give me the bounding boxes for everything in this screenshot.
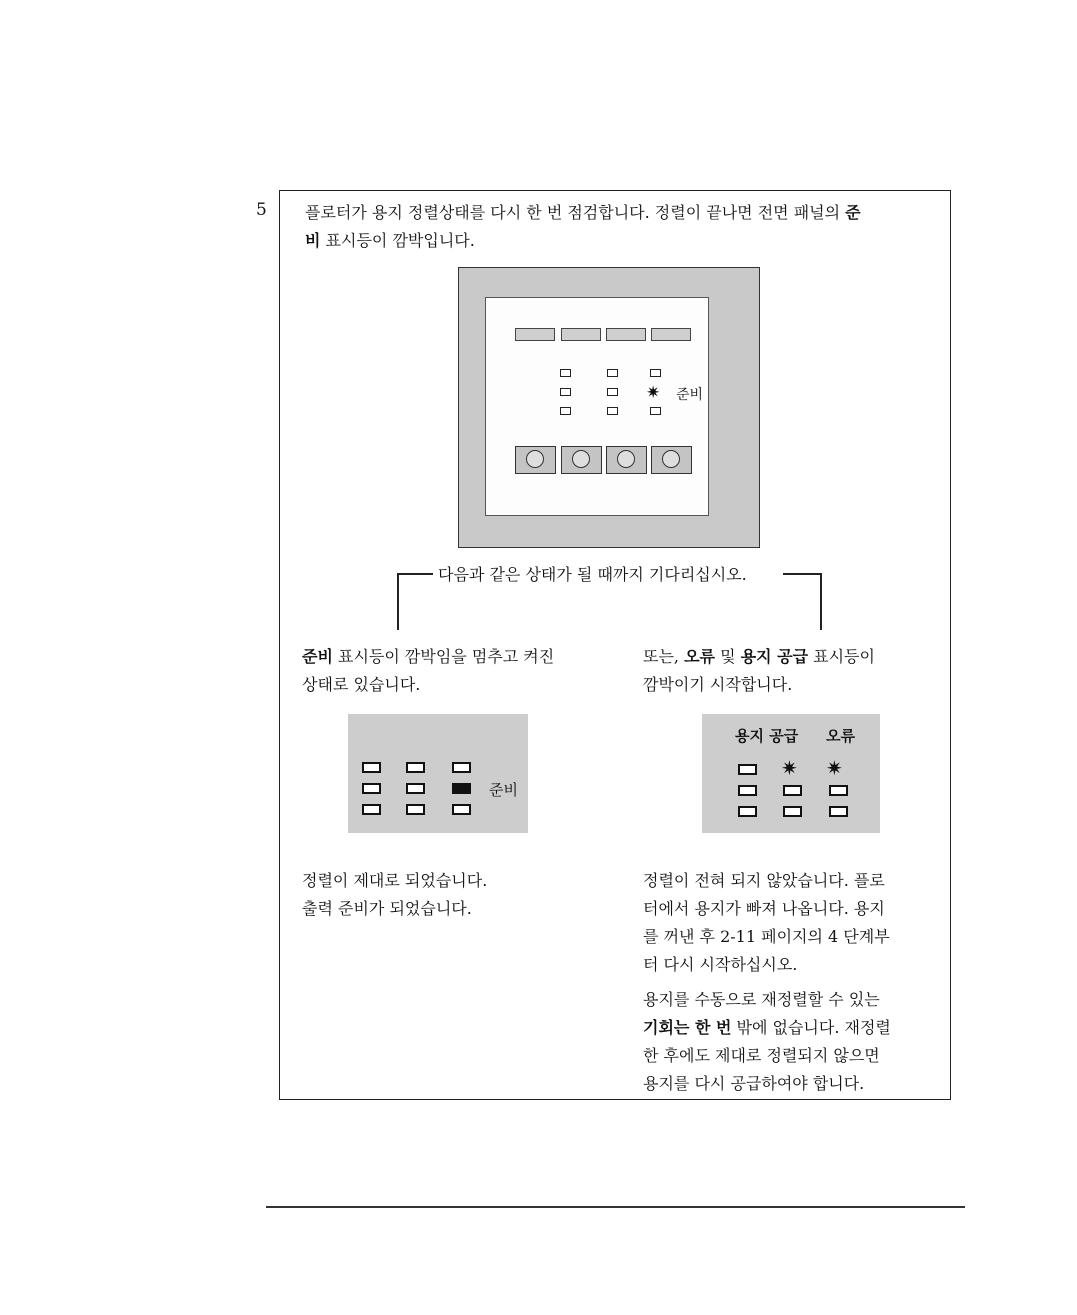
ready-label: 준비 bbox=[489, 781, 518, 799]
indicator-led bbox=[362, 804, 381, 815]
indicator-led bbox=[362, 783, 381, 794]
error-flashing-icon: ✷ bbox=[826, 756, 843, 780]
display-strip bbox=[606, 328, 646, 341]
right-desc-line-1 bbox=[643, 642, 875, 672]
connector-line bbox=[783, 573, 821, 575]
wait-instruction: 다음과 같은 상태가 될 때까지 기다리십시오. bbox=[438, 565, 747, 584]
connector-line bbox=[397, 573, 399, 630]
intro-line-1 bbox=[305, 198, 861, 228]
indicator-led bbox=[650, 369, 661, 377]
right-result-line: 를 꺼낸 후 2-11 페이지의 4 단계부 bbox=[643, 927, 890, 946]
intro-bold-ready-2: 비 bbox=[305, 231, 321, 250]
left-result-line-1: 정렬이 제대로 되었습니다. bbox=[302, 871, 488, 890]
paper-feed-flashing-icon: ✷ bbox=[781, 756, 798, 780]
note-line-2 bbox=[643, 1013, 891, 1043]
intro-text-2: 표시등이 깜박입니다. bbox=[320, 231, 475, 250]
note-line-4: 용지를 다시 공급하여야 합니다. bbox=[643, 1074, 865, 1093]
ready-flashing-icon: ✷ bbox=[646, 383, 661, 403]
indicator-led bbox=[607, 388, 618, 396]
ready-led-lit bbox=[452, 783, 471, 794]
indicator-led bbox=[607, 407, 618, 415]
note-bold-once: 기회는 한 번 bbox=[643, 1018, 732, 1037]
indicator-led bbox=[362, 762, 381, 773]
indicator-led bbox=[783, 785, 802, 796]
indicator-led bbox=[560, 388, 571, 396]
right-desc-post: 표시등이 bbox=[808, 647, 875, 666]
left-desc-line-1 bbox=[302, 642, 554, 672]
indicator-led bbox=[738, 764, 757, 775]
connector-line bbox=[397, 573, 433, 575]
indicator-led bbox=[406, 783, 425, 794]
ready-label: 준비 bbox=[676, 387, 704, 403]
panel-button bbox=[561, 446, 602, 474]
right-result-line: 터에서 용지가 빠져 나옵니다. 용지 bbox=[643, 899, 885, 918]
display-strip bbox=[515, 328, 555, 341]
panel-button bbox=[606, 446, 647, 474]
indicator-led bbox=[783, 806, 802, 817]
indicator-led bbox=[560, 407, 571, 415]
right-bold-paper-feed: 용지 공급 bbox=[740, 647, 809, 666]
indicator-led bbox=[829, 806, 848, 817]
indicator-led bbox=[650, 407, 661, 415]
ready-status-panel bbox=[348, 714, 528, 833]
note-line-1: 용지를 수동으로 재정렬할 수 있는 bbox=[643, 990, 880, 1009]
note-text: 밖에 없습니다. 재정렬 bbox=[731, 1018, 891, 1037]
indicator-led bbox=[829, 785, 848, 796]
indicator-led bbox=[738, 806, 757, 817]
intro-line-2 bbox=[305, 226, 475, 256]
display-strip bbox=[651, 328, 691, 341]
left-result-line-2: 출력 준비가 되었습니다. bbox=[302, 899, 472, 918]
indicator-led bbox=[607, 369, 618, 377]
intro-text: 플로터가 용지 정렬상태를 다시 한 번 점검합니다. 정렬이 끝나면 전면 패널의 bbox=[305, 203, 846, 222]
right-desc-mid: 및 bbox=[715, 647, 741, 666]
left-bold-ready: 준비 bbox=[302, 647, 333, 666]
indicator-led bbox=[406, 762, 425, 773]
error-label: 오류 bbox=[826, 727, 855, 745]
display-strip bbox=[561, 328, 601, 341]
step-number: 5 bbox=[256, 200, 267, 220]
footer-rule bbox=[266, 1206, 965, 1208]
left-desc-text: 표시등이 깜박임을 멈추고 켜진 bbox=[332, 647, 555, 666]
right-result-line: 터 다시 시작하십시오. bbox=[643, 955, 798, 974]
panel-button bbox=[515, 446, 556, 474]
indicator-led bbox=[452, 804, 471, 815]
intro-bold-ready-1: 준 bbox=[845, 203, 861, 222]
note-line-3: 한 후에도 제대로 정렬되지 않으면 bbox=[643, 1046, 880, 1065]
left-desc-line-2: 상태로 있습니다. bbox=[302, 675, 421, 694]
paper-feed-label: 용지 공급 bbox=[735, 727, 799, 745]
indicator-led bbox=[560, 369, 571, 377]
indicator-led bbox=[406, 804, 425, 815]
right-desc-line-2: 깜박이기 시작합니다. bbox=[643, 675, 793, 694]
indicator-led bbox=[452, 762, 471, 773]
indicator-led bbox=[738, 785, 757, 796]
right-result-line: 정렬이 전혀 되지 않았습니다. 플로 bbox=[643, 871, 885, 890]
panel-button bbox=[651, 446, 692, 474]
right-bold-error: 오류 bbox=[684, 647, 716, 666]
connector-line bbox=[820, 573, 822, 630]
right-desc-pre: 또는, bbox=[643, 647, 685, 666]
